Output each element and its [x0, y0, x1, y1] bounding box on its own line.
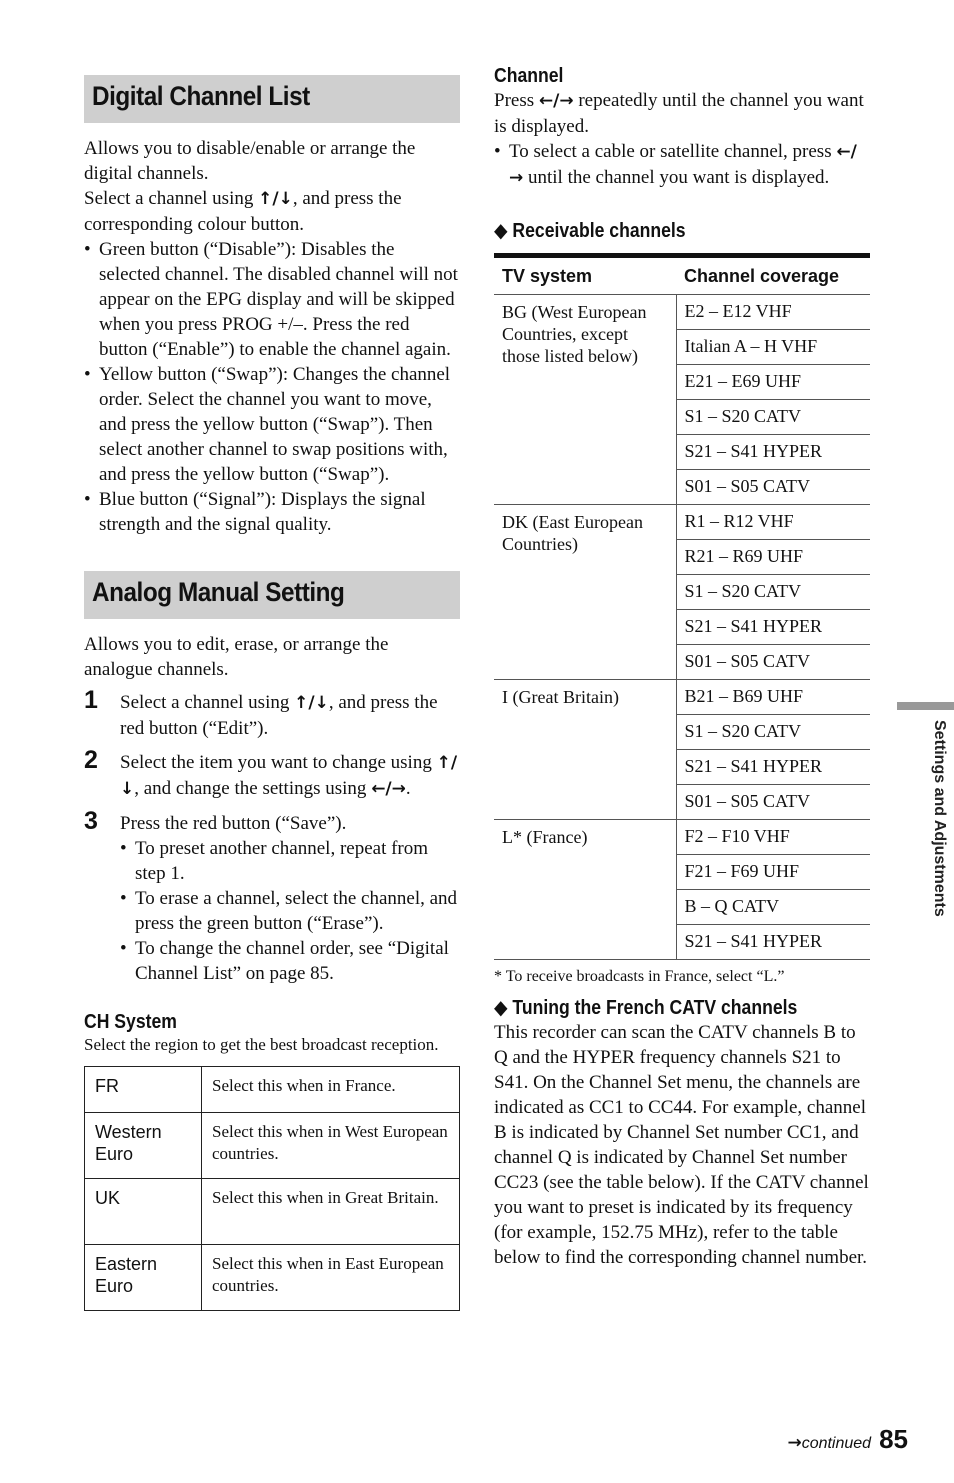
table-row: FR Select this when in France.: [85, 1067, 460, 1113]
channel-coverage-cell: S01 – S05 CATV: [676, 470, 870, 505]
channel-coverage-cell: S1 – S20 CATV: [676, 400, 870, 435]
tv-system-cell: L* (France): [494, 820, 676, 960]
table-row: Eastern Euro Select this when in East European countries.: [85, 1245, 460, 1311]
receivable-channels-table: [494, 253, 870, 960]
channel-coverage-cell: S1 – S20 CATV: [676, 715, 870, 750]
channel-coverage-cell: F2 – F10 VHF: [676, 820, 870, 855]
right-column: [494, 64, 870, 1270]
bullet-yellow: • Yellow button (“Swap”): Changes the channel order. Select the channel you want to move, and press the yellow button (“Swap”). Then select another channel to swap positions with, and press the yellow button (“Swap”).: [84, 362, 460, 487]
table-row: UK Select this when in Great Britain.: [85, 1179, 460, 1245]
side-section-label: Settings and Adjustments: [931, 720, 948, 917]
instruction-paragraph: Select a channel using ↑/↓, and press the corresponding colour button.: [84, 188, 402, 235]
channel-coverage-cell: S01 – S05 CATV: [676, 785, 870, 820]
channel-coverage-cell: R1 – R12 VHF: [676, 505, 870, 540]
bullet-blue: • Blue button (“Signal”): Displays the signal strength and the signal quality.: [84, 487, 460, 537]
tv-system-cell: DK (East European Countries): [494, 505, 676, 680]
channel-paragraph: Press ←/→ repeatedly until the channel you want is displayed.: [494, 90, 864, 137]
channel-coverage-cell: F21 – F69 UHF: [676, 855, 870, 890]
left-right-arrow-icon: ←/→: [538, 91, 574, 111]
tv-system-cell: I (Great Britain): [494, 680, 676, 820]
continued-label: continued: [801, 1435, 872, 1452]
channel-coverage-cell: S21 – S41 HYPER: [676, 610, 870, 645]
french-catv-body: This recorder can scan the CATV channels B to Q and the HYPER frequency channels S21 to S41. On the Channel Set menu, the channels are indicated as CC1 to CC44. For example, channel B is indicated by Channel Set number CC1, and channel Q is indicated by Channel Set number CC23 (see the table below). If the CATV channel you want to preset is indicated by its frequency (for example, 152.75 MHz), refer to the table below to find the corresponding channel number.: [494, 1022, 869, 1268]
channel-coverage-cell: E21 – E69 UHF: [676, 365, 870, 400]
left-right-arrow-icon: ←/→: [371, 779, 406, 799]
table-row: [494, 680, 870, 715]
page-number: 85: [879, 1424, 908, 1454]
col-tv-system: TV system: [494, 256, 676, 295]
footnote: * To receive broadcasts in France, select “L.”: [494, 968, 785, 985]
left-column: [84, 75, 460, 1311]
section-title-analog-manual-setting: Analog Manual Setting: [84, 571, 460, 619]
continued-arrow-icon: →: [787, 1433, 802, 1453]
channel-coverage-cell: B – Q CATV: [676, 890, 870, 925]
table-row: [494, 295, 870, 330]
channel-coverage-cell: Italian A – H VHF: [676, 330, 870, 365]
up-down-arrow-icon: ↑/↓: [120, 753, 458, 799]
side-tab-marker: [897, 702, 954, 710]
step3-bullet: • To erase a channel, select the channel, and press the green button (“Erase”).: [84, 886, 460, 936]
channel-coverage-cell: B21 – B69 UHF: [676, 680, 870, 715]
step3-bullet: • To change the channel order, see “Digital Channel List” on page 85.: [84, 936, 460, 986]
page-footer: [787, 1424, 908, 1455]
table-row: [494, 505, 870, 540]
step-1: 1 Select a channel using ↑/↓, and press the red button (“Edit”).: [84, 686, 438, 739]
col-channel-coverage: Channel coverage: [676, 256, 870, 295]
table-row: Western Euro Select this when in West European countries.: [85, 1113, 460, 1179]
section-title-digital-channel-list: Digital Channel List: [84, 75, 460, 123]
step3-bullet: • To preset another channel, repeat from step 1.: [84, 836, 460, 886]
analog-intro: Allows you to edit, erase, or arrange the analogue channels.: [84, 634, 389, 680]
channel-coverage-cell: R21 – R69 UHF: [676, 540, 870, 575]
left-right-arrow-icon: ←/→: [509, 142, 857, 188]
ch-system-table: [84, 1066, 460, 1311]
tv-system-cell: BG (West European Countries, except those listed below): [494, 295, 676, 505]
receivable-channels-title: ◆ Receivable channels: [494, 220, 686, 242]
channel-coverage-cell: S21 – S41 HYPER: [676, 750, 870, 785]
step-3: 3 Press the red button (“Save”).: [84, 807, 347, 835]
channel-coverage-cell: S01 – S05 CATV: [676, 645, 870, 680]
intro-paragraph: Allows you to disable/enable or arrange the digital channels.: [84, 138, 416, 184]
channel-bullet: • To select a cable or satellite channel, press ←/→ until the channel you want is displayed.: [494, 139, 870, 191]
up-down-arrow-icon: ↑/↓: [258, 189, 293, 209]
channel-coverage-cell: S21 – S41 HYPER: [676, 925, 870, 960]
french-catv-title: ◆ Tuning the French CATV channels: [494, 997, 798, 1019]
up-down-arrow-icon: ↑/↓: [294, 693, 329, 713]
table-row: [494, 820, 870, 855]
table-header-row: [494, 256, 870, 295]
bullet-green: • Green button (“Disable”): Disables the selected channel. The disabled channel will not appear on the EPG display and will be skipped when you press PROG +/–. Press the red button (“Enable”) to enable the channel again.: [84, 237, 460, 362]
ch-system-title: CH System: [84, 1011, 177, 1033]
ch-system-intro: Select the region to get the best broadcast reception.: [84, 1035, 439, 1054]
channel-title: Channel: [494, 65, 564, 87]
channel-coverage-cell: S21 – S41 HYPER: [676, 435, 870, 470]
channel-coverage-cell: E2 – E12 VHF: [676, 295, 870, 330]
channel-coverage-cell: S1 – S20 CATV: [676, 575, 870, 610]
step-2: 2 Select the item you want to change using ↑/↓, and change the settings using ←/→.: [84, 746, 458, 799]
